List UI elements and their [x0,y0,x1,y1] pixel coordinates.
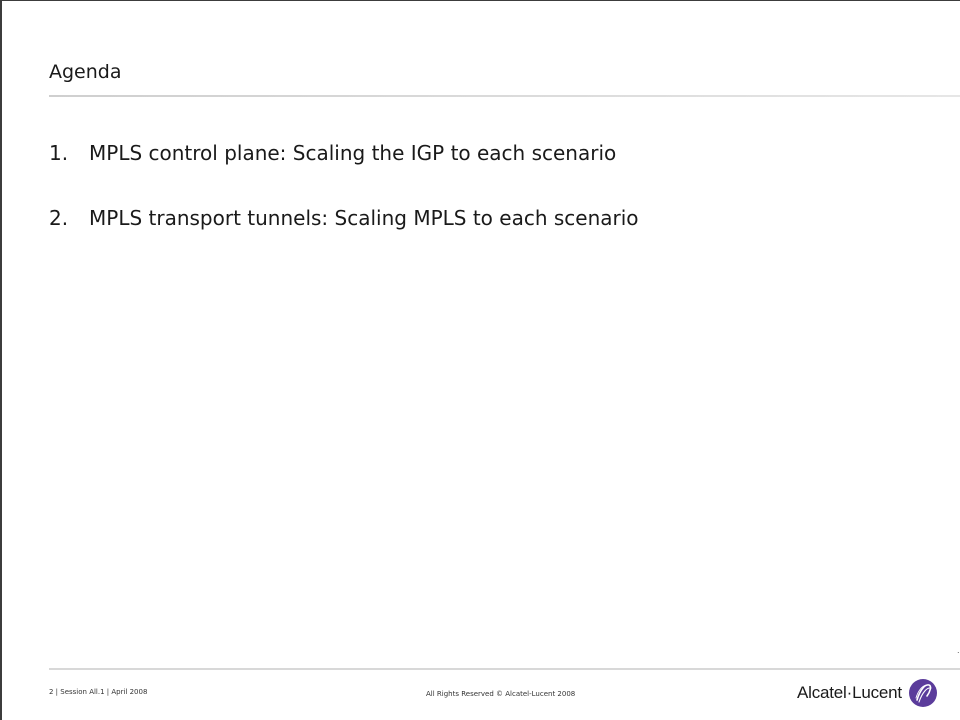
title-divider [49,95,960,97]
agenda-item [49,204,639,232]
agenda-item-number: 2. [49,206,69,230]
slide-title: Agenda [49,61,122,83]
footer-page-info: 2 | Session All.1 | April 2008 [49,688,148,696]
footer-divider [49,668,960,670]
company-logo [797,678,938,708]
alcatel-lucent-swirl-icon [908,678,938,708]
logo-wordmark: Alcatel·Lucent [797,683,902,702]
side-mark: . [957,646,960,655]
agenda-item [49,139,639,167]
agenda-item-text: MPLS transport tunnels: Scaling MPLS to each scenario [89,206,639,230]
agenda-item-text: MPLS control plane: Scaling the IGP to each scenario [89,141,617,165]
agenda-item-number: 1. [49,141,69,165]
agenda-list [49,139,639,269]
footer-copyright: All Rights Reserved © Alcatel-Lucent 2008 [426,690,576,698]
